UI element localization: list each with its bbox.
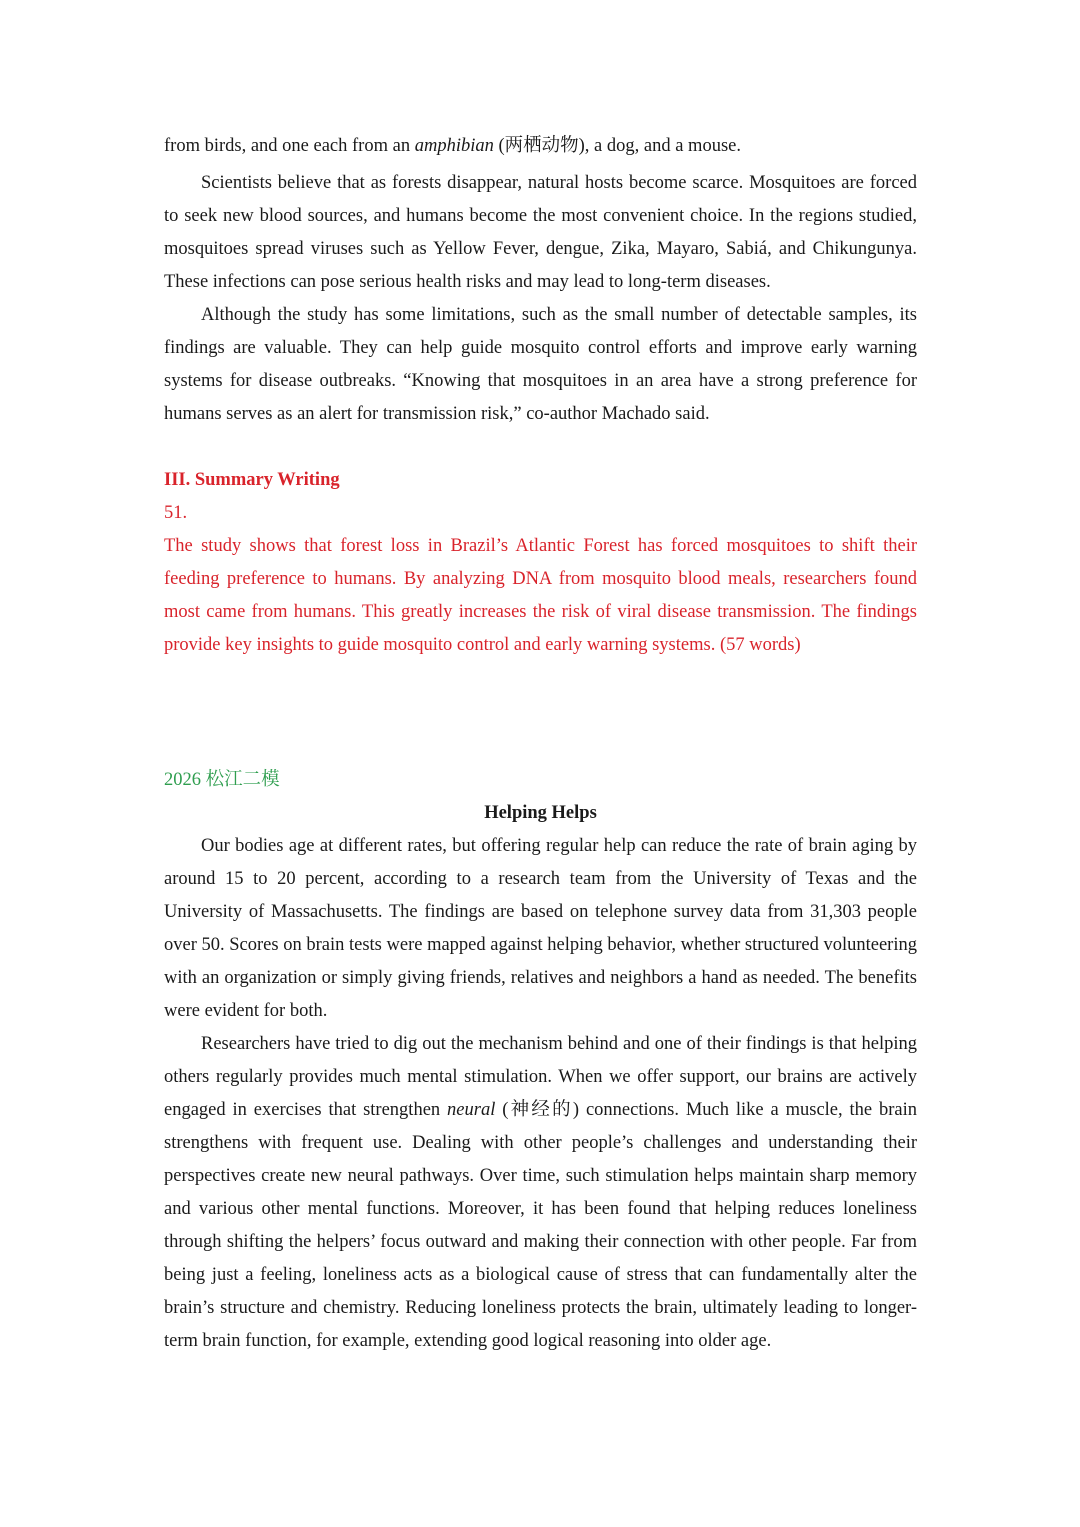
passage-paragraph-2: Although the study has some limitations, such as the small number of detectable samples, its findings are valuable. They can help guide mosquito control efforts and improve early warning systems for disease outbreaks. “Knowing that mosquitoes in an area have a strong preference for humans serves as an alert for transmission risk,” co-author Machado said. [164, 305, 917, 424]
question-number: 51. [164, 503, 188, 523]
page-content [164, 130, 917, 1358]
article-paragraph-2: Researchers have tried to dig out the mechanism behind and one of their findings is that helping others regularly provides much mental stimulation. When we offer support, our brains are actively engaged in exercises that strengthen neural (神经的) connections. Much like a muscle, the brain strengthens with frequent use. Dealing with other people’s challenges and understanding their perspectives create new neural pathways. Over time, such stimulation helps maintain sharp memory and various other mental functions. Moreover, it has been found that helping reduces loneliness through shifting the helpers’ focus outward and making their connection with other people. Far from being just a feeling, loneliness acts as a biological cause of stress that can fundamentally alter the brain’s structure and chemistry. Reducing loneliness protects the brain, ultimately leading to longer-term brain function, for example, extending good logical reasoning into older age. [164, 1034, 918, 1351]
article-paragraph-1: Our bodies age at different rates, but offering regular help can reduce the rate of brain aging by around 15 to 20 percent, according to a research team from the University of Texas and the University of Massachusetts. The findings are based on telephone survey data from 31,303 people over 50. Scores on brain tests were mapped against helping behavior, whether structured volunteering with an organization or simply giving friends, relatives and neighbors a hand as needed. The benefits were evident for both. [164, 836, 917, 1021]
term-neural: neural [447, 1100, 496, 1120]
passage-paragraph-1: Scientists believe that as forests disappear, natural hosts become scarce. Mosquitoes are forced to seek new blood sources, and humans become the most convenient choice. In the regions studied, mosquitoes spread viruses such as Yellow Fever, dengue, Zika, Mayaro, Sabiá, and Chikungunya. These infections can pose serious health risks and may lead to long-term diseases. [164, 173, 917, 292]
article-title: Helping Helps [484, 803, 597, 823]
summary-heading: III. Summary Writing [164, 470, 340, 490]
exam-source-label: 2026 松江二模 [164, 770, 280, 790]
summary-answer: The study shows that forest loss in Brazil’s Atlantic Forest has forced mosquitoes to shift their feeding preference to humans. By analyzing DNA from mosquito blood meals, researchers found most came from humans. This greatly increases the risk of viral disease transmission. The findings provide key insights to guide mosquito control and early warning systems. (57 words) [164, 536, 917, 655]
term-amphibian: amphibian [414, 136, 494, 156]
passage-continuation: from birds, and one each from an amphibian (两栖动物), a dog, and a mouse. [164, 136, 741, 156]
